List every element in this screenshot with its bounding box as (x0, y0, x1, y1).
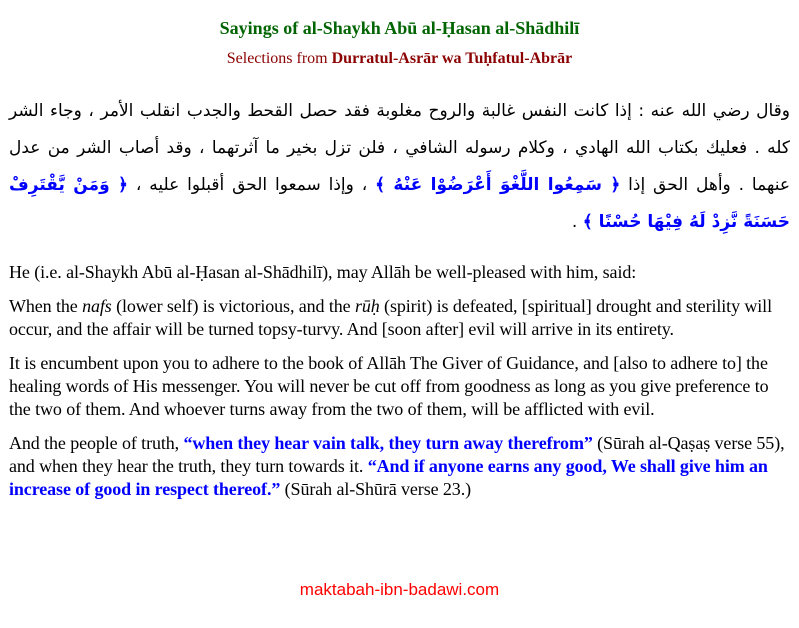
website-link[interactable]: maktabah-ibn-badawi.com (299, 580, 500, 599)
body-text: And the people of truth, (9, 433, 184, 453)
arabic-text-segment: وقال رضي الله عنه : إذا كانت النفس غالبة والروح مغلوبة فقد حصل القحط والجدب انقلب الأمر ، وجاء الشر كله . فعليك بكتاب الله الهادي ، وكلام رسوله الشافي ، فلن تزل بخير ما آثرتهما ، وقد أصاب الشر من عدل عنهما . وأهل الحق إذا (9, 101, 790, 195)
intro-text: He (i.e. al-Shaykh Abū al-Ḥasan al-Shādhilī), may Allāh be well-pleased with him, said: (9, 262, 637, 282)
english-paragraph-adherence (9, 352, 790, 421)
term-nafs: nafs (82, 296, 112, 316)
term-ruh: rūḥ (354, 296, 380, 316)
english-paragraph-intro (9, 261, 790, 284)
subtitle-book-title: Durratul-Asrār wa Tuḥfatul-Abrār (331, 50, 573, 67)
page-footer (0, 580, 799, 600)
english-translation-section (9, 261, 790, 501)
body-text: (spirit) is defeated, [spiritual] drought and sterility will occur, and the affair will be turned topsy-turvy. And [soon after] evil will arrive in its entirety. (9, 296, 772, 339)
body-text: It is encumbent upon you to adhere to the book of Allāh The Giver of Guidance, and [also to adhere to] the healing words of His messenger. You will never be cut off from goodness as long as you give preference to the two of them. And whoever turns away from the two of them, will be afflicted with evil. (9, 353, 769, 419)
body-text: (lower self) is victorious, and the (111, 296, 355, 316)
quran-verse-english-1: “when they hear vain talk, they turn away therefrom” (183, 433, 593, 453)
subtitle-prefix: Selections from (226, 50, 332, 67)
body-text: (Sūrah al-Shūrā verse 23.) (280, 479, 471, 499)
body-text: When the (9, 296, 83, 316)
arabic-paragraph (9, 93, 790, 241)
arabic-text-segment: ، وإذا سمعوا الحق أقبلوا عليه ، (128, 175, 376, 195)
quran-verse-english-2: “And if anyone earns any good, We shall give him an increase of good in respect thereof.” (9, 456, 768, 499)
english-paragraph-quotes (9, 432, 790, 501)
arabic-text-segment: . (571, 212, 583, 232)
quran-verse-arabic-1: ﴿ سَمِعُوا اللَّغْوَ أَعْرَضُوْا عَنْهُ ﴾ (375, 175, 621, 195)
english-paragraph-nafs-ruh (9, 295, 790, 341)
body-text: (Sūrah al-Qaṣaṣ verse 55), and when they hear the truth, they turn towards it. (9, 433, 785, 476)
page-subtitle (9, 48, 790, 69)
page-title: Sayings of al-Shaykh Abū al-Ḥasan al-Shādhilī (219, 18, 580, 38)
quran-verse-arabic-2: ﴿ وَمَنْ يَّقْتَرِفْ حَسَنَةً نَّزِدْ لَهُ فِيْهَا حُسْنًا ﴾ (9, 175, 790, 232)
